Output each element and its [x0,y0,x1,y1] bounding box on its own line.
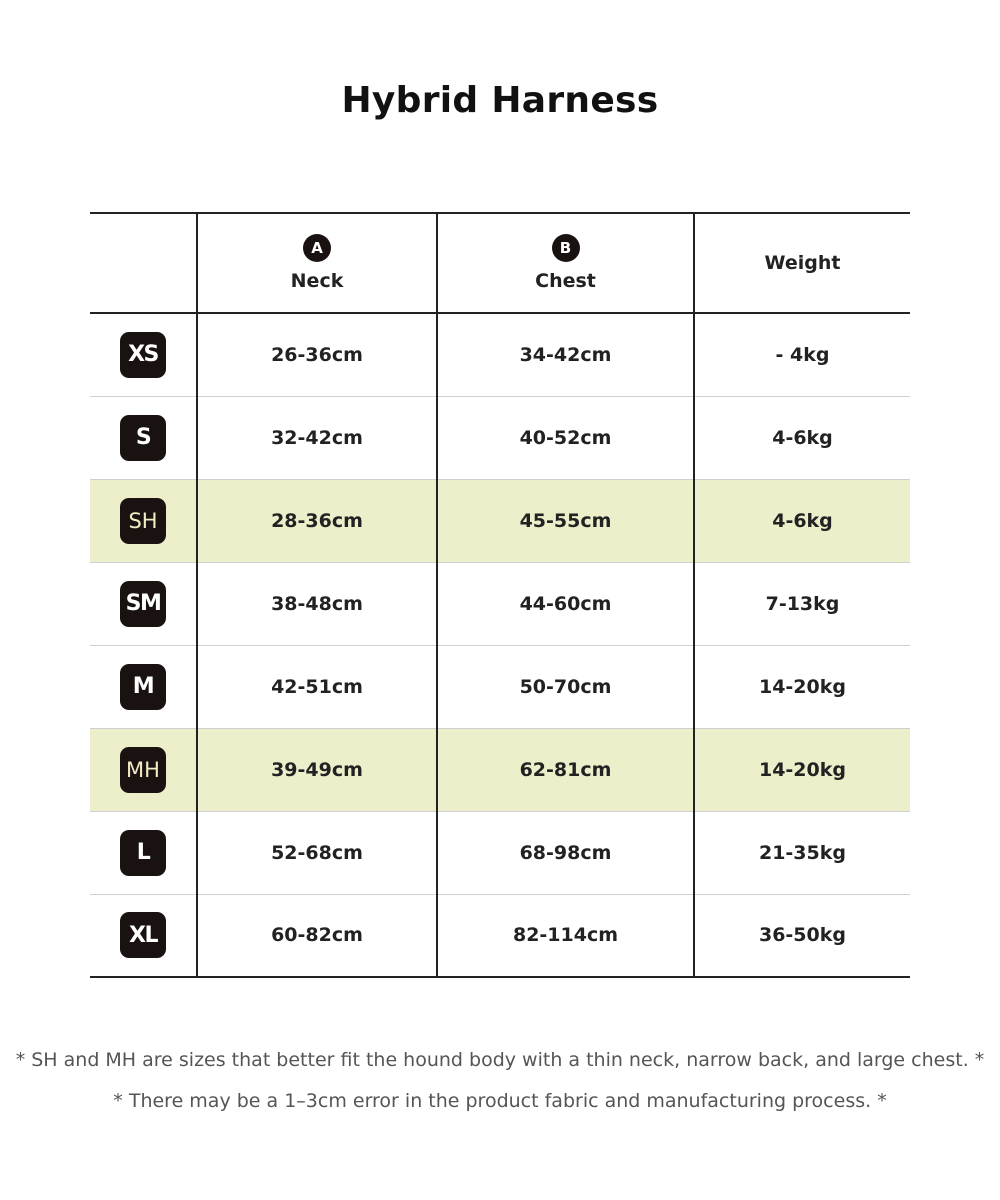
table-row-highlighted [90,728,910,811]
chest-cell: 68-98cm [437,811,694,894]
size-chart-table [90,212,910,978]
header-neck [197,213,437,313]
table-row [90,562,910,645]
weight-cell: 36-50kg [694,894,910,977]
size-cell [90,811,197,894]
size-cell [90,479,197,562]
size-badge: XL [120,912,166,958]
weight-cell: 21-35kg [694,811,910,894]
header-neck-label: Neck [290,270,344,292]
chest-cell: 50-70cm [437,645,694,728]
neck-cell: 38-48cm [197,562,437,645]
page-title: Hybrid Harness [341,80,659,121]
weight-cell: - 4kg [694,313,910,396]
header-chest-label: Chest [535,270,596,292]
size-badge: MH [120,747,166,793]
weight-cell: 4-6kg [694,479,910,562]
header-size-cell [90,213,197,313]
header-weight-label: Weight [764,252,841,274]
chest-cell: 82-114cm [437,894,694,977]
footnotes [0,1040,1000,1122]
neck-cell: 26-36cm [197,313,437,396]
weight-cell: 7-13kg [694,562,910,645]
chest-cell: 40-52cm [437,396,694,479]
neck-letter-badge: A [303,234,331,262]
neck-cell: 42-51cm [197,645,437,728]
table-row [90,396,910,479]
size-badge: L [120,830,166,876]
footnote-error-margin: * There may be a 1–3cm error in the product fabric and manufacturing process. * [113,1090,887,1112]
size-cell [90,562,197,645]
weight-cell: 4-6kg [694,396,910,479]
size-badge: SH [120,498,166,544]
size-cell [90,728,197,811]
size-cell [90,645,197,728]
table-row [90,811,910,894]
chest-letter-badge: B [552,234,580,262]
header-weight [694,213,910,313]
size-cell [90,396,197,479]
header-chest [437,213,694,313]
neck-cell: 28-36cm [197,479,437,562]
weight-cell: 14-20kg [694,645,910,728]
footnote-hound-sizes: * SH and MH are sizes that better fit the hound body with a thin neck, narrow back, and large chest. * [15,1049,985,1071]
neck-cell: 60-82cm [197,894,437,977]
table-header-row [90,213,910,313]
size-cell [90,894,197,977]
size-badge: S [120,415,166,461]
neck-cell: 52-68cm [197,811,437,894]
chest-cell: 34-42cm [437,313,694,396]
size-cell [90,313,197,396]
chest-cell: 62-81cm [437,728,694,811]
size-badge: XS [120,332,166,378]
neck-cell: 39-49cm [197,728,437,811]
weight-cell: 14-20kg [694,728,910,811]
size-badge: SM [120,581,166,627]
table-row [90,645,910,728]
chest-cell: 45-55cm [437,479,694,562]
chest-cell: 44-60cm [437,562,694,645]
table-row [90,313,910,396]
neck-cell: 32-42cm [197,396,437,479]
table-row [90,894,910,977]
size-badge: M [120,664,166,710]
table-row-highlighted [90,479,910,562]
